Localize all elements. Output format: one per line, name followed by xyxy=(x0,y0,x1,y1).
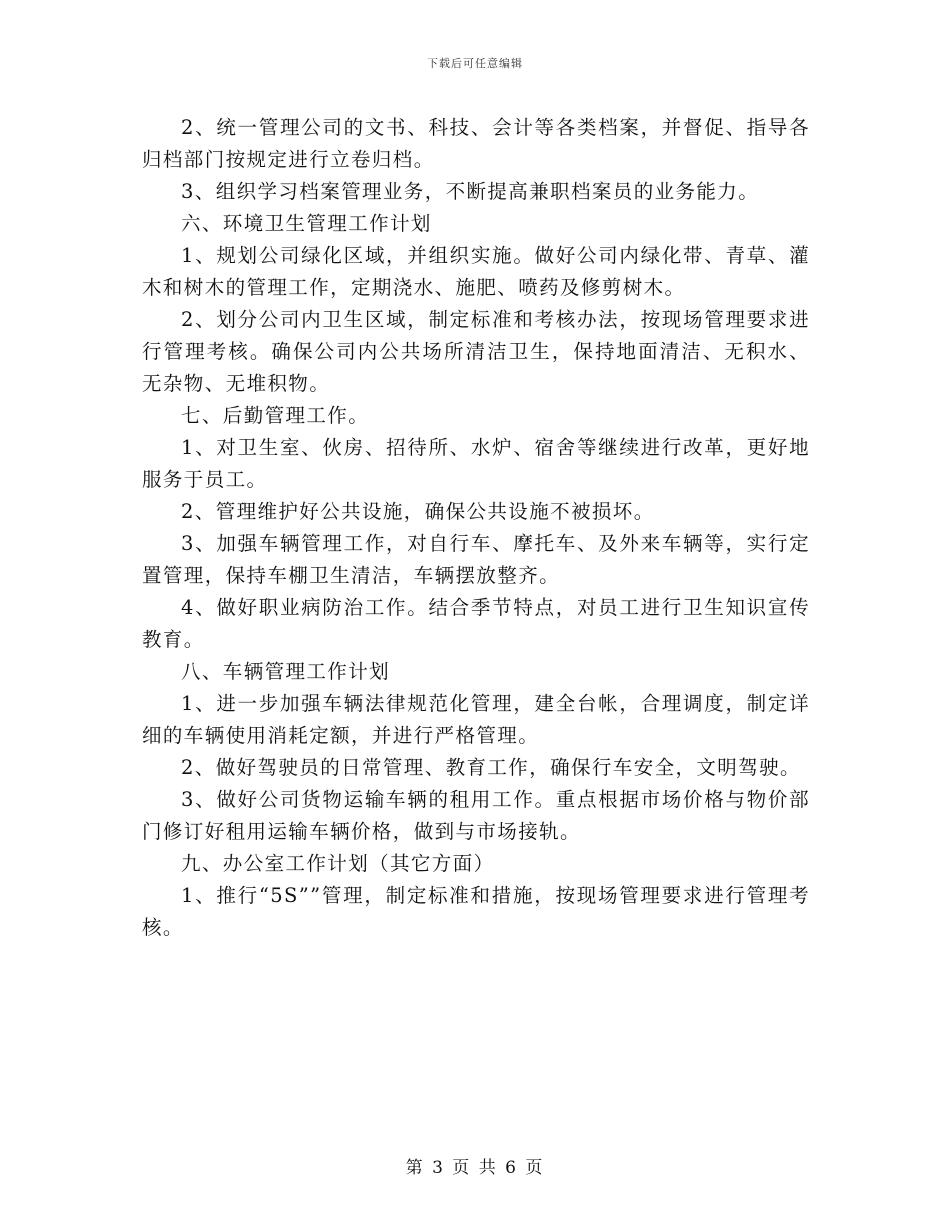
paragraph: 3、做好公司货物运输车辆的租用工作。重点根据市场价格与物价部门修订好租用运输车辆价格，做到与市场接轨。 xyxy=(142,788,810,843)
paragraph: 1、推行“5S””管理，制定标准和措施，按现场管理要求进行管理考核。 xyxy=(142,884,810,939)
paragraph: 2、划分公司内卫生区域，制定标准和考核办法，按现场管理要求进行管理考核。确保公司内公共场所清洁卫生，保持地面清洁、无积水、无杂物、无堆积物。 xyxy=(142,308,810,395)
section-heading: 九、办公室工作计划（其它方面） xyxy=(181,852,495,875)
paragraph: 3、组织学习档案管理业务，不断提高兼职档案员的业务能力。 xyxy=(181,180,760,203)
paragraph: 1、对卫生室、伙房、招待所、水炉、宿舍等继续进行改革，更好地服务于员工。 xyxy=(142,436,810,491)
document-body xyxy=(142,112,810,944)
page-footer: 第 3 页 共 6 页 xyxy=(405,1158,545,1178)
page-header: 下载后可任意编辑 xyxy=(427,57,523,70)
paragraph: 1、进一步加强车辆法律规范化管理，建全台帐，合理调度，制定详细的车辆使用消耗定额，并进行严格管理。 xyxy=(142,692,810,747)
section-heading: 七、后勤管理工作。 xyxy=(181,404,370,427)
paragraph: 3、加强车辆管理工作，对自行车、摩托车、及外来车辆等，实行定置管理，保持车棚卫生清洁，车辆摆放整齐。 xyxy=(142,532,810,587)
paragraph: 2、统一管理公司的文书、科技、会计等各类档案，并督促、指导各归档部门按规定进行立卷归档。 xyxy=(142,116,810,171)
section-heading: 六、环境卫生管理工作计划 xyxy=(181,212,432,235)
paragraph: 2、管理维护好公共设施，确保公共设施不被损坏。 xyxy=(181,500,655,523)
section-heading: 八、车辆管理工作计划 xyxy=(181,660,391,683)
paragraph: 1、规划公司绿化区域，并组织实施。做好公司内绿化带、青草、灌木和树木的管理工作，定期浇水、施肥、喷药及修剪树木。 xyxy=(142,244,810,299)
paragraph: 2、做好驾驶员的日常管理、教育工作，确保行车安全，文明驾驶。 xyxy=(181,756,801,779)
paragraph: 4、做好职业病防治工作。结合季节特点，对员工进行卫生知识宣传教育。 xyxy=(142,596,810,651)
